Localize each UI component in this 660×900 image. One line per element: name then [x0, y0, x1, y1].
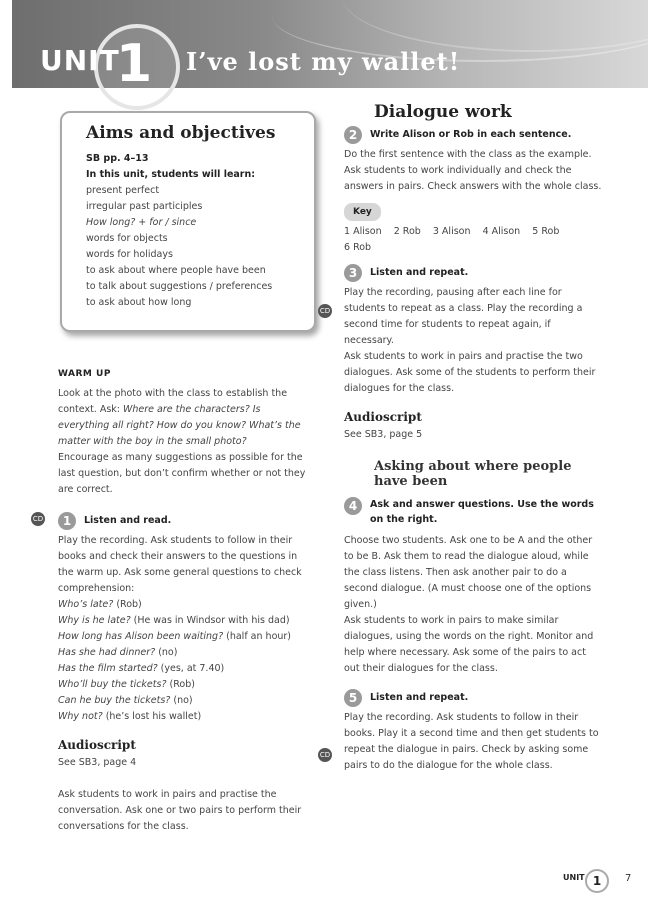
aims-title: Aims and objectives [86, 123, 276, 143]
right-column [344, 104, 602, 774]
unit-word: UNIT [40, 44, 120, 77]
warmup-heading: WARM UP [58, 369, 111, 379]
audioscript-title: Audioscript [58, 738, 136, 752]
exercise-number-badge: 4 [344, 497, 362, 515]
cd-icon: CD [318, 304, 332, 318]
aims-item: words for objects [86, 233, 168, 244]
key-badge: Key [344, 203, 381, 221]
exercise-3-heading [344, 264, 602, 282]
qa-line: How long has Alison been waiting? (half an hour) [58, 631, 292, 642]
unit-number: 1 [116, 34, 153, 94]
aims-list [86, 183, 314, 311]
qa-line: Who’s late? (Rob) [58, 599, 142, 610]
dialogue-title: Dialogue work [374, 102, 512, 122]
pairwork-text: Ask students to work in pairs and practise the conversation. Ask one or two pairs to perform their conversations for the class. [58, 789, 302, 832]
qa-line: Why not? (he’s lost his wallet) [58, 711, 202, 722]
asking-title: Asking about where people have been [374, 459, 572, 489]
qa-line: Can he buy the tickets? (no) [58, 695, 193, 706]
left-column [58, 366, 313, 835]
exercise-4-heading [344, 497, 602, 527]
exercise-number-badge: 5 [344, 689, 362, 707]
audioscript-text: See SB3, page 5 [344, 429, 423, 440]
exercise-2-heading [344, 126, 602, 144]
qa-line: Who’ll buy the tickets? (Rob) [58, 679, 195, 690]
aims-box [60, 111, 316, 332]
exercise-1-text: Play the recording. Ask students to follow in their books and check their answers to the questions in the warm up. Ask some general questions to check comprehension: [58, 535, 302, 594]
qa-line: Has she had dinner? (no) [58, 647, 178, 658]
qa-line: Why is he late? (He was in Windsor with his dad) [58, 615, 290, 626]
exercise-number-badge: 3 [344, 264, 362, 282]
aims-item: to ask about how long [86, 297, 192, 308]
exercise-4-title: Ask and answer questions. Use the words on the right. [370, 499, 594, 525]
exercise-4-text: Choose two students. Ask one to be A and the other to be B. Ask them to read the dialogue aloud, while the class listens. Then ask another pair to do a second dialogue. (A must choose one of the options given.) [344, 535, 593, 610]
footer-unit-word: UNIT [563, 873, 585, 882]
exercise-3-text-2: Ask students to work in pairs and practise the two dialogues. Ask some of the students to perform their dialogues for the class. [344, 351, 596, 394]
audioscript-text: See SB3, page 4 [58, 757, 137, 768]
aims-item: words for holidays [86, 249, 173, 260]
aims-item: to talk about suggestions / preferences [86, 281, 273, 292]
exercise-3-text: Play the recording, pausing after each line for students to repeat as a class. Play the recording a second time for students to repeat again, if necessary. [344, 287, 583, 346]
exercise-1-heading [58, 512, 313, 530]
exercise-2-title: Write Alison or Rob in each sentence. [370, 129, 572, 140]
aims-intro: In this unit, students will learn: [86, 169, 256, 180]
aims-item: to ask about where people have been [86, 265, 266, 276]
aims-item: present perfect [86, 185, 160, 196]
qa-line: Has the film started? (yes, at 7.40) [58, 663, 225, 674]
page-number: 7 [625, 873, 632, 884]
key-answers-2: 6 Rob [344, 242, 372, 253]
aims-item: How long? + for / since [86, 217, 197, 228]
footer-unit-number: 1 [585, 869, 609, 893]
aims-pages: SB pp. 4–13 [86, 153, 149, 164]
exercise-4-text-2: Ask students to work in pairs to make similar dialogues, using the words on the right. Monitor and help where necessary. Ask some of the pairs to act out their dialogues for the class. [344, 615, 594, 674]
exercise-1-title: Listen and read. [84, 515, 172, 526]
cd-icon: CD [31, 512, 45, 526]
exercise-5-text: Play the recording. Ask students to follow in their books. Play it a second time and then get students to repeat the dialogue in pairs. Check by asking some pairs to do the dialogue for the whole class. [344, 712, 599, 771]
aims-item: irregular past participles [86, 201, 203, 212]
cd-icon: CD [318, 748, 332, 762]
unit-title: I’ve lost my wallet! [186, 47, 461, 76]
warmup-text: Look at the photo with the class to establish the context. Ask: Where are the characters? Is everything all right? How do you know? What’s the matter with the boy in the small photo? [58, 388, 301, 447]
key-answers: 1 Alison 2 Rob 3 Alison 4 Alison 5 Rob [344, 226, 560, 237]
exercise-number-badge: 2 [344, 126, 362, 144]
exercise-5-title: Listen and repeat. [370, 692, 469, 703]
exercise-2-text: Do the first sentence with the class as the example. Ask students to work individually and check the answers in pairs. Check answers with the whole class. [344, 149, 602, 192]
exercise-5-heading [344, 689, 602, 707]
exercise-number-badge: 1 [58, 512, 76, 530]
warmup-text-2: Encourage as many suggestions as possible for the last question, but don’t confirm whether or not they are correct. [58, 452, 306, 495]
audioscript-title: Audioscript [344, 410, 422, 424]
exercise-3-title: Listen and repeat. [370, 267, 469, 278]
